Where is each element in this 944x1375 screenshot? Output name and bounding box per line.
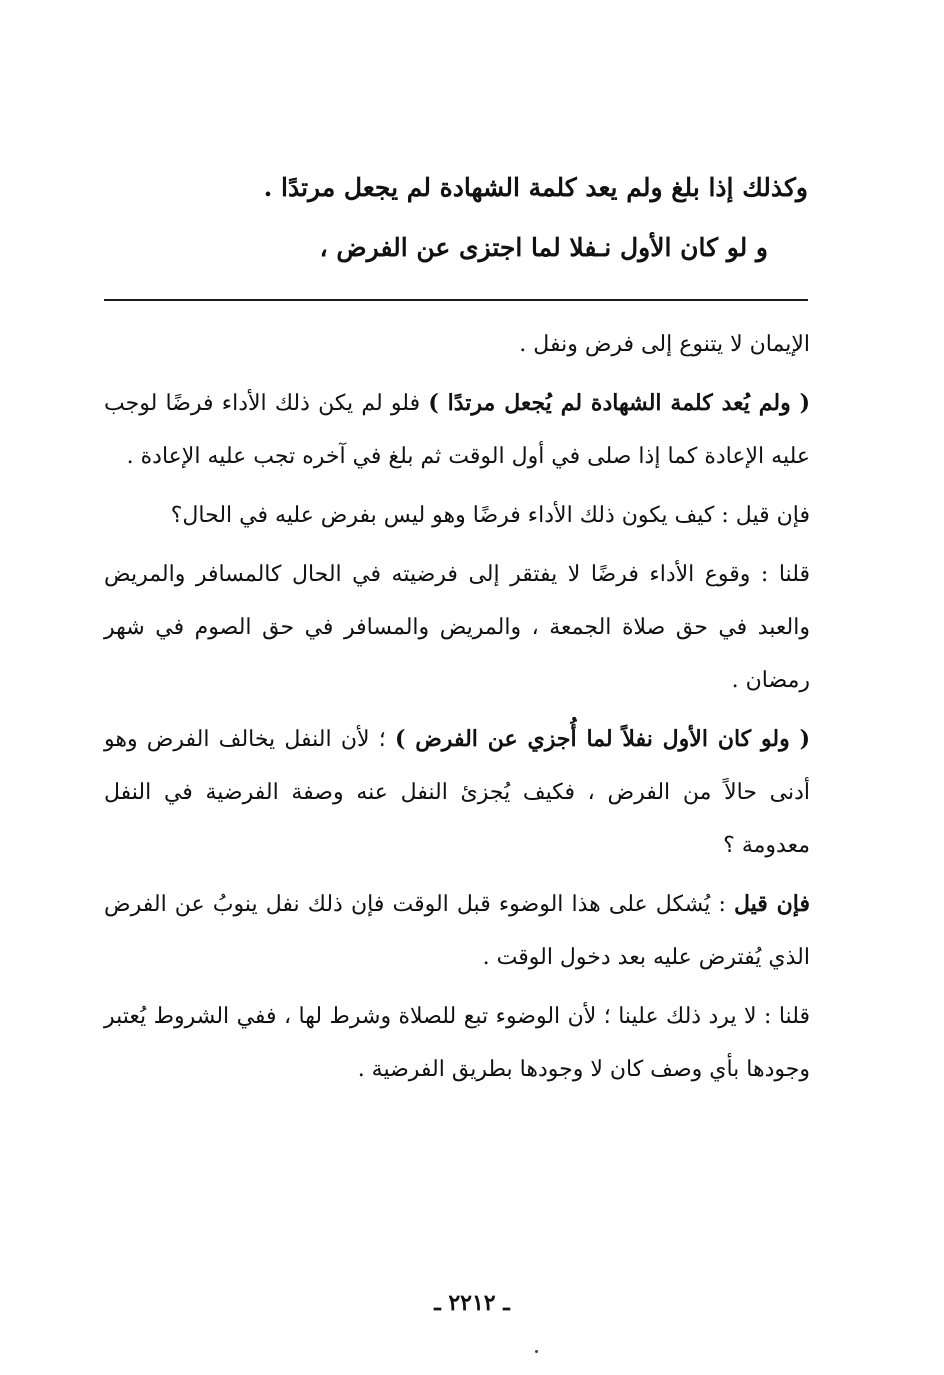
commentary-paragraph-1: الإيمان لا يتنوع إلى فرض ونفل . <box>519 332 810 357</box>
paragraph-text: : يُشكل على هذا الوضوء قبل الوقت فإن ذلك نفل ينوبُ عن الفرض الذي يُفترض عليه بعد دخول الوقت . <box>104 892 810 970</box>
quoted-matn: ( ولو كان الأول نفلاً لما أُجزي عن الفرض ) <box>394 726 810 752</box>
quoted-matn: ( ولم يُعد كلمة الشهادة لم يُجعل مرتدًا ) <box>428 390 811 416</box>
footnote-divider <box>104 299 808 301</box>
scan-speck <box>535 1350 538 1353</box>
matn-line-2: و لو كان الأول نـفلا لما اجتزى عن الفرض ، <box>319 233 768 262</box>
commentary-paragraph-2 <box>104 377 810 483</box>
matn-line-1: وكذلك إذا بلغ ولم يعد كلمة الشهادة لم يجعل مرتدًا . <box>263 173 808 202</box>
commentary-paragraph-3: فإن قيل : كيف يكون ذلك الأداء فرضًا وهو ليس بفرض عليه في الحال؟ <box>170 503 810 528</box>
paragraph-text: فلو لم يكن ذلك الأداء فرضًا لوجب عليه الإعادة كما إذا صلى في أول الوقت ثم بلغ في آخره تجب عليه الإعادة . <box>104 391 810 469</box>
commentary-paragraph-7: قلنا : لا يرد ذلك علينا ؛ لأن الوضوء تبع للصلاة وشرط لها ، ففي الشروط يُعتبر وجودها بأي وصف كان لا وجودها بطريق الفرضية . <box>104 1004 810 1082</box>
lead-phrase: فإن قيل <box>734 891 810 917</box>
commentary-paragraph-6 <box>104 878 810 984</box>
commentary-paragraph-4: قلنا : وقوع الأداء فرضًا لا يفتقر إلى فرضيته في الحال كالمسافر والمريض والعبد في حق صلاة الجمعة ، والمريض والمسافر في حق الصوم في شهر رمضان . <box>104 562 810 693</box>
commentary-paragraph-5 <box>104 713 810 872</box>
page-number: ـ ٢٢١٢ ـ <box>434 1290 510 1316</box>
paragraph-text: ؛ لأن النفل يخالف الفرض وهو أدنى حالاً من الفرض ، فكيف يُجزئ النفل عنه وصفة الفرضية في النفل معدومة ؟ <box>104 727 810 858</box>
commentary-section <box>104 318 810 1096</box>
